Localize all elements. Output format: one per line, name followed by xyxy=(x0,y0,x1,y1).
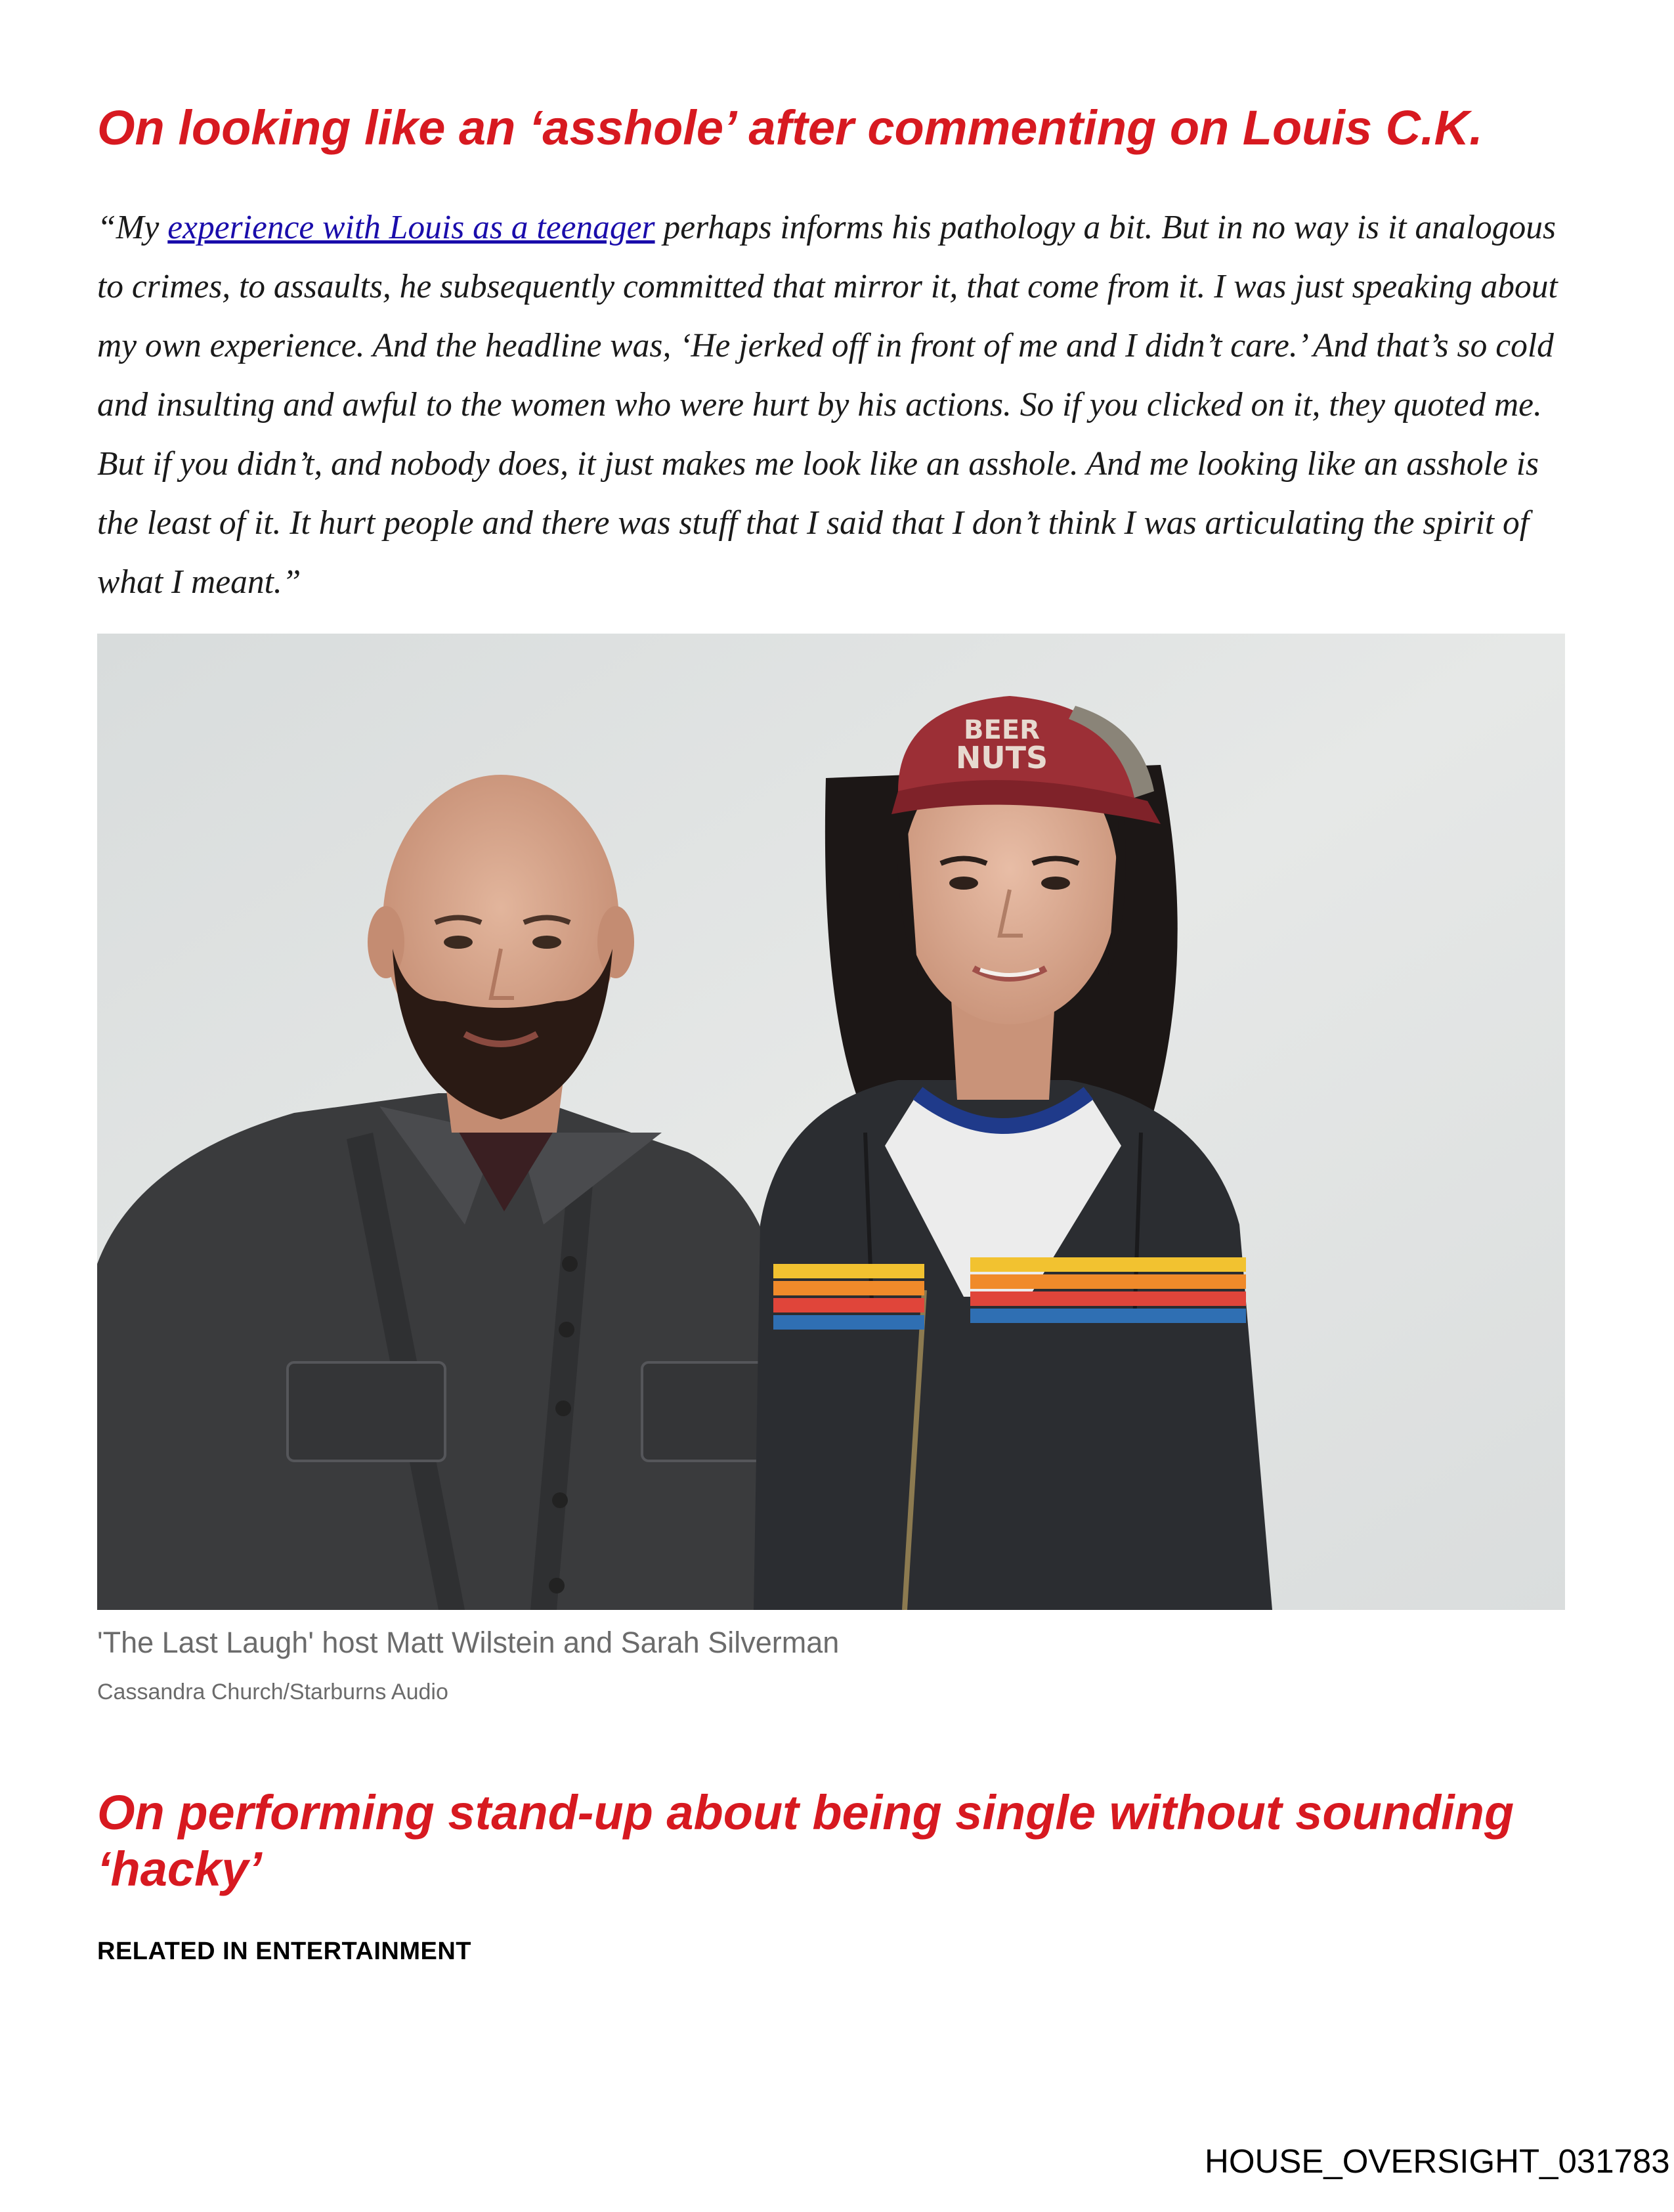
quote-opening: “My xyxy=(97,209,168,246)
experience-link[interactable]: experience with Louis as a teenager xyxy=(167,209,655,246)
quote-paragraph xyxy=(97,198,1581,612)
section-heading-louis-ck: On looking like an ‘asshole’ after commenting on Louis C.K. xyxy=(97,100,1483,155)
svg-text:NUTS: NUTS xyxy=(955,740,1048,775)
section-heading-stand-up: On performing stand-up about being single without sounding ‘hacky’ xyxy=(97,1785,1514,1896)
bates-stamp: HOUSE_OVERSIGHT_031783 xyxy=(1205,2142,1670,2180)
related-entertainment-label: RELATED IN ENTERTAINMENT xyxy=(97,1938,472,1965)
photo-caption: 'The Last Laugh' host Matt Wilstein and Sarah Silverman xyxy=(97,1626,840,1659)
photo-credit: Cassandra Church/Starburns Audio xyxy=(97,1680,448,1704)
quote-body: perhaps informs his pathology a bit. But in no way is it analogous to crimes, to assaults, he subsequently committed that mirror it, that come from it. I was just speaking about my own experience. And the headline was, ‘He jerked off in front of me and I didn’t care.’ And that’s so cold and insulting and awful to the women who were hurt by his actions. So if you clicked on it, they quoted me. But if you didn’t, and nobody does, it just makes me look like an asshole. And me looking like an asshole is the least of it. It hurt people and there was stuff that I said that I don’t think I was articulating the spirit of what I meant.” xyxy=(97,209,1558,601)
svg-text:BEER: BEER xyxy=(964,715,1040,745)
hero-photo xyxy=(97,634,1565,1610)
